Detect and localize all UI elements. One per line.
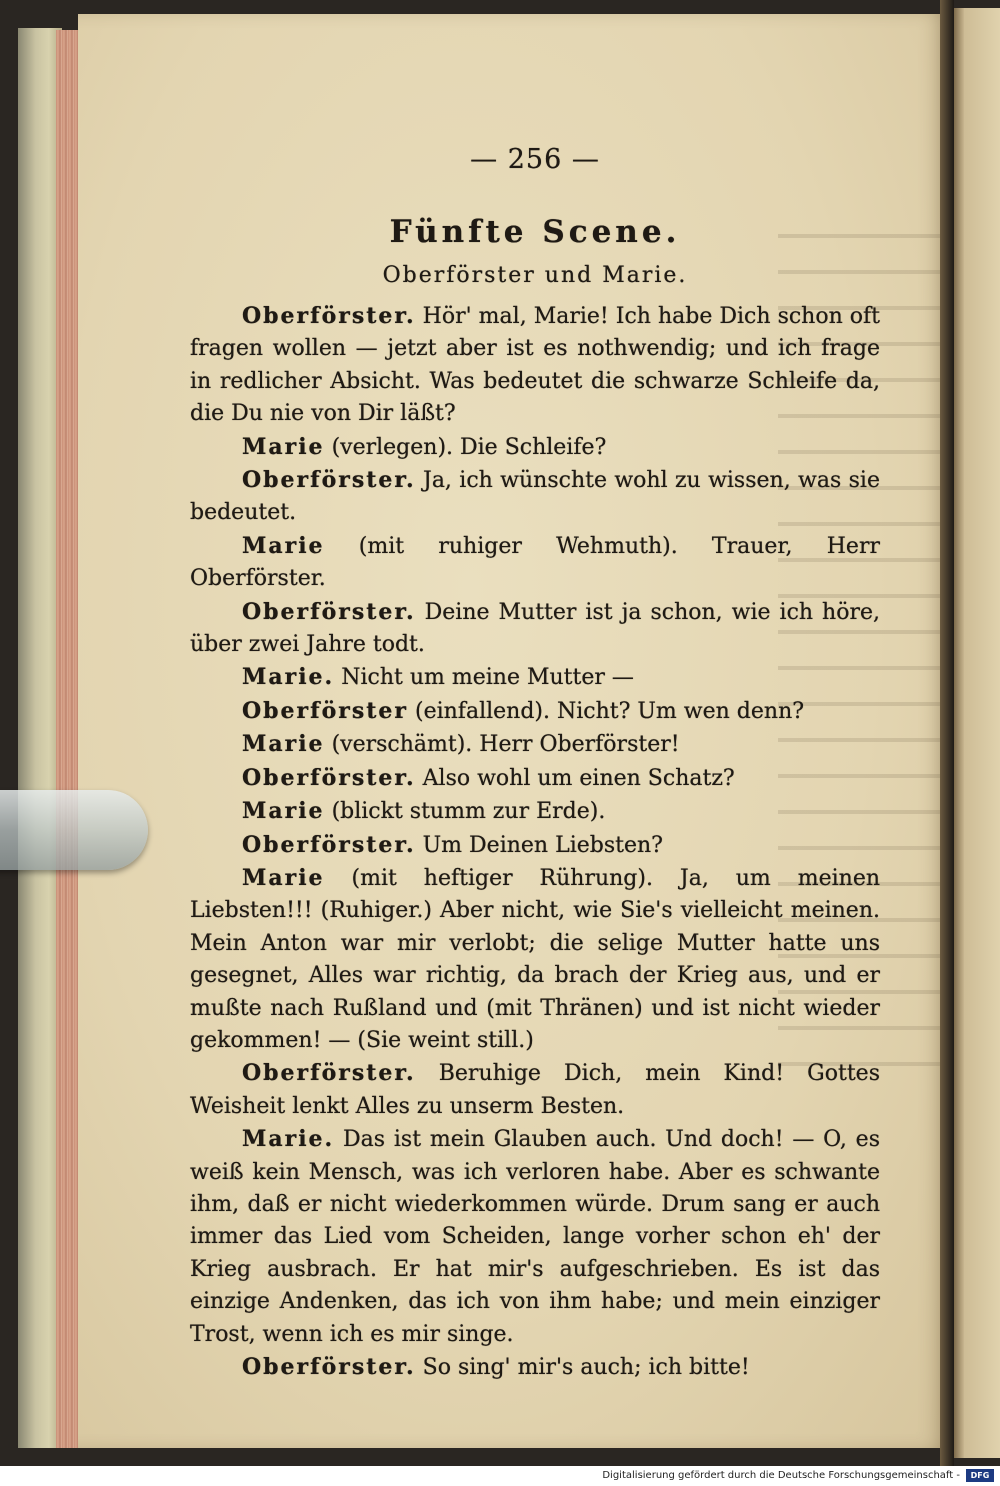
dialogue-paragraph [190, 1057, 880, 1123]
dialogue-text: Deine Mutter ist ja schon, wie ich höre, über zwei Jahre todt. [190, 599, 880, 658]
dialogue-text: (verschämt). Herr Oberförster! [331, 732, 680, 758]
dialogue-paragraph [190, 795, 880, 828]
dialogue-text: (mit ruhiger Wehmuth). Trauer, Herr Oberförster. [190, 533, 880, 592]
speaker-name: Marie [242, 864, 325, 891]
speaker-name: Oberförster. [242, 764, 416, 791]
dialogue-paragraph [190, 1123, 880, 1351]
speaker-name: Marie [242, 433, 325, 460]
dialogue-paragraph [190, 862, 880, 1057]
dialogue-paragraph [190, 829, 880, 862]
page-holder-clip [0, 790, 148, 870]
dfg-logo: DFG [966, 1469, 994, 1482]
dialogue-paragraph [190, 762, 880, 795]
page-number: — 256 — [470, 144, 600, 175]
dialogue-paragraph [190, 596, 880, 662]
speaker-name: Marie [242, 532, 325, 559]
speaker-name: Marie [242, 731, 325, 758]
scene-title: Fünfte Scene. [389, 214, 681, 250]
dialogue [190, 300, 880, 1384]
dialogue-paragraph [190, 300, 880, 431]
dialogue-text: Das ist mein Glauben auch. Und doch! — O, es weiß kein Mensch, was ich verloren habe. Aber es schwante ihm, daß er nicht wiederkommen würde. Drum sang er auch immer das Lied vom Scheiden, lange vorher schon eh' der Krieg ausbrach. Er hat mir's aufgeschrieben. Es ist das einzige Andenken, das ich von ihm habe; und mein einziger Trost, wenn ich es mir singe. [190, 1127, 880, 1347]
dialogue-text: So sing' mir's auch; ich bitte! [422, 1355, 750, 1380]
speaker-name: Oberförster. [242, 303, 416, 329]
footer-credit: Digitalisierung gefördert durch die Deutsche Forschungsgemeinschaft - [602, 1470, 960, 1481]
dialogue-text: (blickt stumm zur Erde). [331, 799, 606, 825]
speaker-name: Oberförster. [242, 1060, 416, 1087]
speaker-name: Marie. [242, 1126, 335, 1153]
dialogue-text: (verlegen). Die Schleife? [331, 434, 607, 460]
footer [0, 1466, 1000, 1486]
dialogue-text: Um Deinen Liebsten? [422, 832, 663, 858]
dialogue-text: Hör' mal, Marie! Ich habe Dich schon oft fragen wollen — jetzt aber ist es nothwendig; und ich frage in redlicher Absicht. Was bedeutet die schwarze Schleife da, die Du nie von Dir läßt? [190, 304, 881, 427]
dialogue-text: Nicht um meine Mutter — [341, 665, 634, 691]
page-text [190, 138, 880, 1384]
speaker-name: Oberförster. [242, 467, 416, 494]
dialogue-paragraph [190, 530, 880, 596]
speaker-name: Oberförster. [242, 831, 416, 858]
dialogue-paragraph [190, 1351, 880, 1384]
speaker-name: Marie. [242, 664, 335, 691]
speaker-name: Marie [242, 798, 325, 825]
facing-page-edge [954, 8, 1000, 1458]
speaker-name: Oberförster. [242, 598, 416, 625]
dialogue-paragraph [190, 661, 880, 694]
dialogue-paragraph [190, 728, 880, 761]
dialogue-paragraph [190, 695, 880, 728]
dialogue-text: (einfallend). Nicht? Um wen denn? [415, 698, 805, 724]
scene-persons: Oberförster und Marie. [382, 263, 688, 288]
dialogue-text: (mit heftiger Rührung). Ja, um meinen Liebsten!!! (Ruhiger.) Aber nicht, wie Sie's vielleicht meinen. Mein Anton war mir verlobt; die selige Mutter hatte uns gesegnet, Alles war richtig, da brach der Krieg aus, und er mußte nach Rußland und (mit Thränen) und ist nicht wieder gekommen! — (Sie weint still.) [190, 865, 881, 1053]
speaker-name: Oberförster. [242, 1354, 416, 1380]
speaker-name: Oberförster [242, 697, 408, 724]
book-gutter [940, 0, 954, 1466]
dialogue-text: Also wohl um einen Schatz? [422, 765, 735, 791]
dialogue-text: Beruhige Dich, mein Kind! Gottes Weisheit lenkt Alles zu unserm Besten. [190, 1061, 880, 1119]
dialogue-paragraph [190, 431, 880, 464]
dialogue-text: Ja, ich wünschte wohl zu wissen, was sie bedeutet. [190, 468, 880, 526]
dialogue-paragraph [190, 464, 880, 530]
